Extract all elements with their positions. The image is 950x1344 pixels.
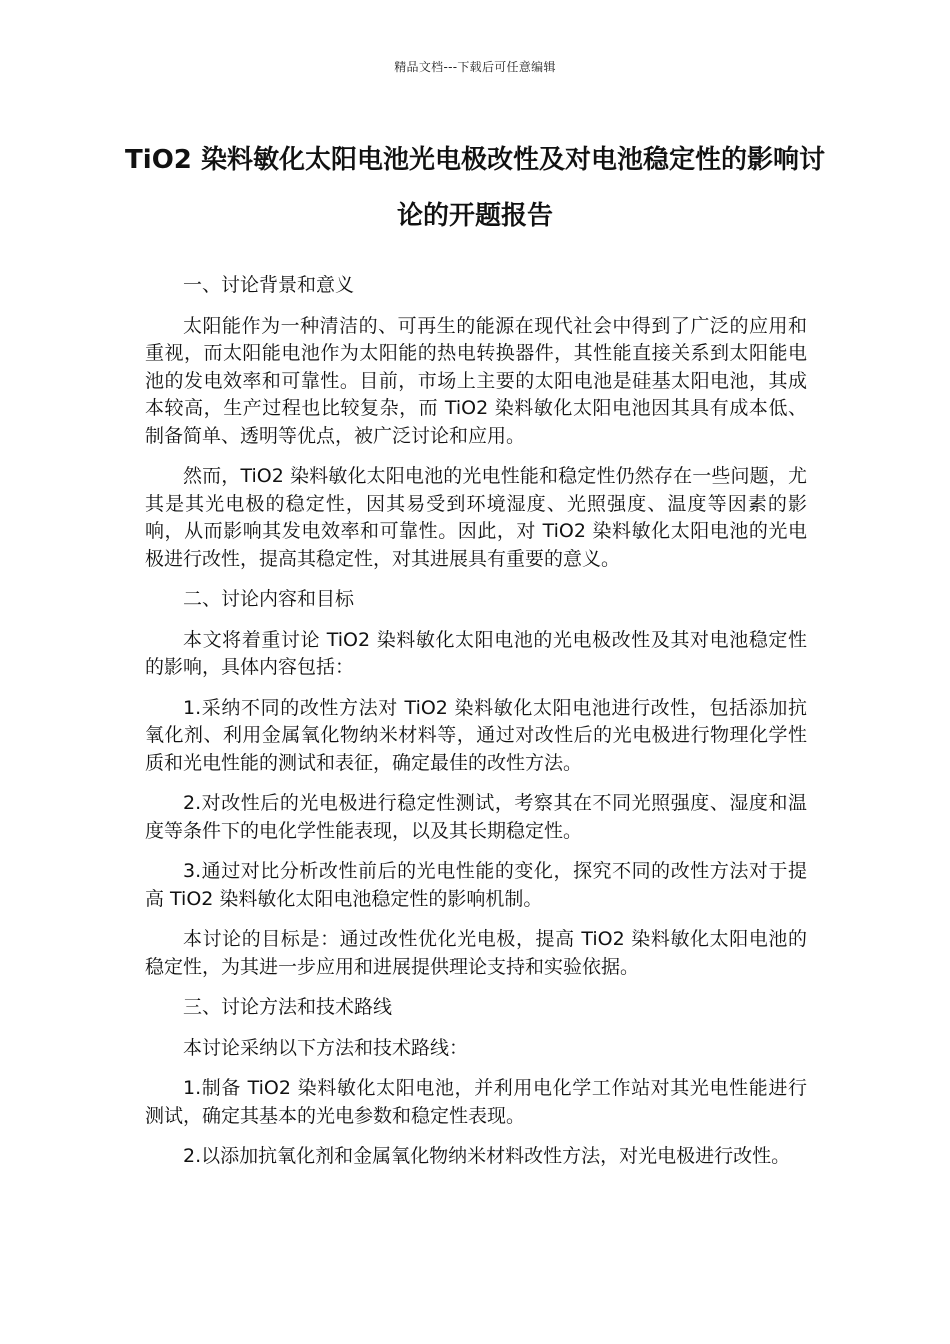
- section-heading-methods: 三、讨论方法和技术路线: [183, 996, 393, 1018]
- section-heading-background: 一、讨论背景和意义: [183, 274, 355, 296]
- list-item: 3.通过对比分析改性前后的光电性能的变化，探究不同的改性方法对于提高 TiO2 染料敏化太阳电池稳定性的影响机制。: [145, 860, 807, 910]
- paragraph: 然而，TiO2 染料敏化太阳电池的光电性能和稳定性仍然存在一些问题，尤其是其光电极的稳定性，因其易受到环境湿度、光照强度、温度等因素的影响，从而影响其发电效率和可靠性。因此，对 TiO2 染料敏化太阳电池的光电极进行改性，提高其稳定性，对其进展具有重要的意义。: [145, 465, 807, 570]
- paragraph: 本文将着重讨论 TiO2 染料敏化太阳电池的光电极改性及其对电池稳定性的影响，具体内容包括：: [145, 628, 807, 678]
- list-item: 1.采纳不同的改性方法对 TiO2 染料敏化太阳电池进行改性，包括添加抗氧化剂、利用金属氧化物纳米材料等，通过对改性后的光电极进行物理化学性质和光电性能的测试和表征，确定最佳的改性方法。: [145, 696, 807, 774]
- paragraph: 太阳能作为一种清洁的、可再生的能源在现代社会中得到了广泛的应用和重视，而太阳能电池作为太阳能的热电转换器件，其性能直接关系到太阳能电池的发电效率和可靠性。目前，市场上主要的太阳电池是硅基太阳电池，其成本较高，生产过程也比较复杂，而 TiO2 染料敏化太阳电池因其具有成本低、制备简单、透明等优点，被广泛讨论和应用。: [145, 314, 807, 447]
- document-body: [145, 272, 807, 1184]
- list-item: 2.对改性后的光电极进行稳定性测试，考察其在不同光照强度、湿度和温度等条件下的电化学性能表现，以及其长期稳定性。: [145, 792, 807, 842]
- section-heading-content-goals: 二、讨论内容和目标: [183, 588, 355, 610]
- list-item: 1.制备 TiO2 染料敏化太阳电池，并利用电化学工作站对其光电性能进行测试，确定其基本的光电参数和稳定性表现。: [145, 1077, 807, 1127]
- paragraph: 本讨论采纳以下方法和技术路线：: [183, 1036, 469, 1059]
- list-item: 2.以添加抗氧化剂和金属氧化物纳米材料改性方法，对光电极进行改性。: [183, 1145, 791, 1167]
- header-note: 精品文档---下载后可任意编辑: [394, 60, 556, 74]
- paragraph: 本讨论的目标是：通过改性优化光电极，提高 TiO2 染料敏化太阳电池的稳定性，为其进一步应用和进展提供理论支持和实验依据。: [145, 928, 807, 978]
- page-title: TiO2 染料敏化太阳电池光电极改性及对电池稳定性的影响讨论的开题报告: [125, 145, 825, 231]
